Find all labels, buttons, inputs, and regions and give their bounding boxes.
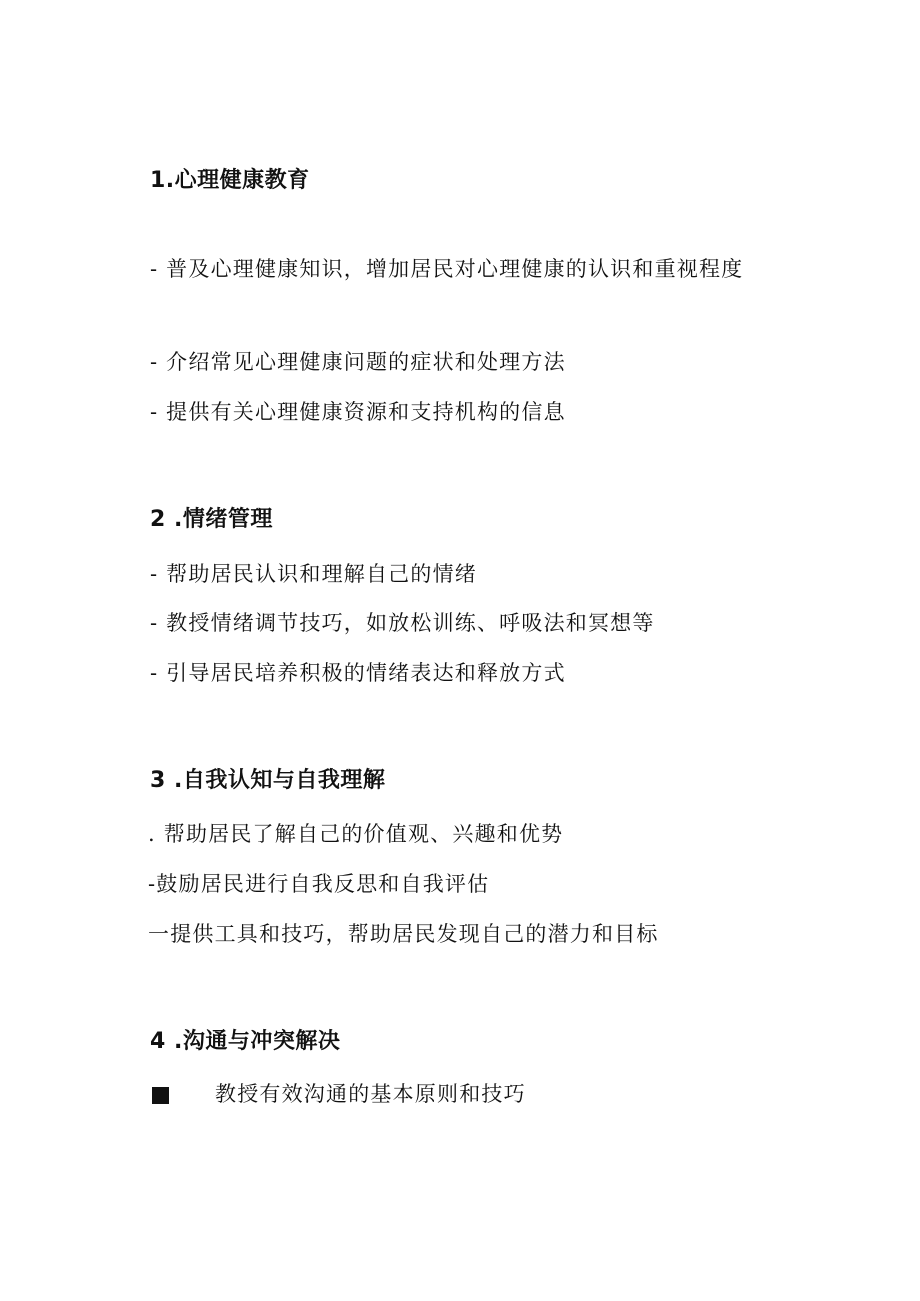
section-2-item-1: - 帮助居民认识和理解自己的情绪 <box>150 562 477 586</box>
section-3-item-1: . 帮助居民了解自己的价值观、兴趣和优势 <box>148 822 564 846</box>
section-3-item-2: -鼓励居民进行自我反思和自我评估 <box>148 872 490 896</box>
section-1-item-1: - 普及心理健康知识，增加居民对心理健康的认识和重视程度 <box>150 257 744 281</box>
section-1-item-2: - 介绍常见心理健康问题的症状和处理方法 <box>150 350 566 374</box>
section-1-heading: 1.心理健康教育 <box>150 168 310 193</box>
section-4-item-1: 教授有效沟通的基本原则和技巧 <box>215 1082 526 1106</box>
section-3-heading: 3 .自我认知与自我理解 <box>150 768 386 793</box>
section-4-heading: 4 .沟通与冲突解决 <box>150 1029 341 1054</box>
section-2-heading: 2 .情绪管理 <box>150 507 273 532</box>
section-3-item-3: 一提供工具和技巧，帮助居民发现自己的潜力和目标 <box>148 922 659 946</box>
black-square-bullet-icon <box>152 1087 169 1104</box>
section-2-item-3: - 引导居民培养积极的情绪表达和释放方式 <box>150 661 566 685</box>
section-1-item-3: - 提供有关心理健康资源和支持机构的信息 <box>150 400 566 424</box>
section-2-item-2: - 教授情绪调节技巧，如放松训练、呼吸法和冥想等 <box>150 611 655 635</box>
